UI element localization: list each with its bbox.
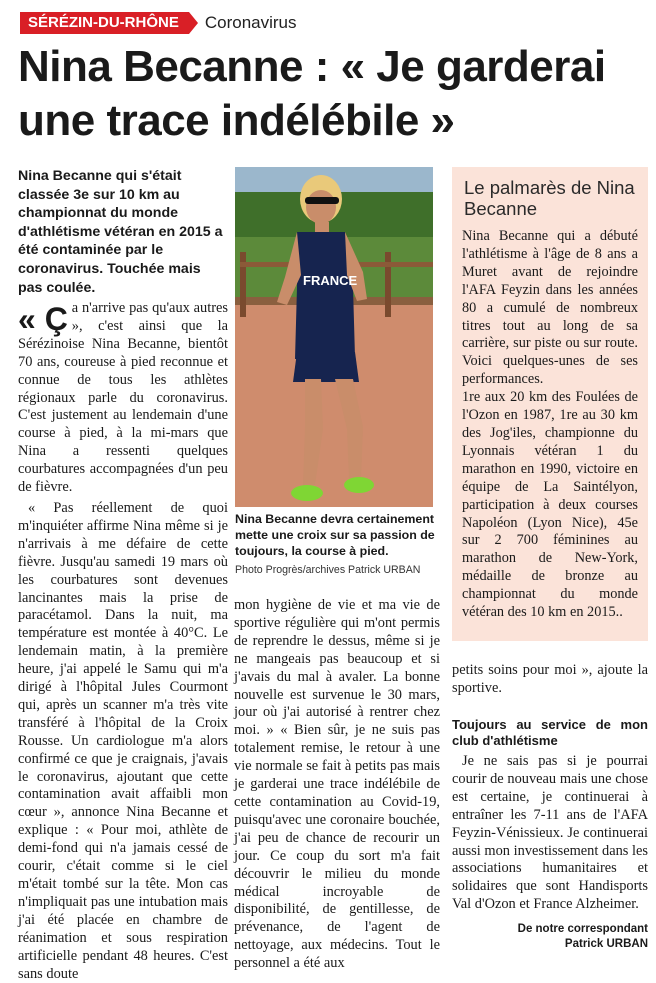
rubric-label: Coronavirus	[204, 13, 297, 32]
photo-caption: Nina Becanne devra certainement mette une croix sur sa passion de toujours, la course à pied.	[235, 512, 435, 558]
signature-line-1: De notre correspondant	[517, 923, 648, 936]
body-paragraph-4: petits soins pour moi », ajoute la sportive.	[452, 662, 648, 696]
runner-photo-illustration	[235, 167, 433, 507]
body-paragraph-5: Je ne sais pas si je pourrai courir de nouveau mais une chose est certaine, je continuerai à entraîner les 7-11 ans de l'AFA Feyzin-Vénissieux. Je continuerai aussi mon investissement dans les associations humanitaires et solidaires que sont Handisports Val d'Ozon et France Alzheimer.	[452, 753, 648, 913]
sidebar-box	[452, 167, 648, 641]
photo-caption-block	[235, 512, 439, 577]
body-paragraph-3: mon hygiène de vie et ma vie de sportive régulière qui m'ont permis de reprendre le dessus, même si je ne mangeais pas beaucoup et si j'avais du mal à avaler. La bonne nouvelle est survenue le 30 mars, jour où j'ai autorisé à rentrer chez moi. » « Bien sûr, je ne suis pas totalement remise, le retour à une vie normale se fait à petits pas mais je garderai une trace indélébile de cette contamination au Covid-19, puisqu'avec une coronaire bouchée, j'ai peu de chance de recourir un jour. Ce coup du sort m'a fait découvrir le milieu du monde médical incroyable de disponibilité, de gentillesse, de prévenance, de l'agent de nettoyage, aux médecins. Tout le personnel a été aux	[234, 597, 440, 972]
article-headline: Nina Becanne : « Je garderai une trace indélébile »	[18, 42, 606, 145]
article-column-2	[234, 597, 440, 972]
article-photo	[235, 167, 433, 507]
article-subhead: Toujours au service de mon club d'athlétisme	[452, 717, 648, 748]
body-text-1: a n'arrive pas qu'aux autres », c'est ainsi que la Sérézinoise Nina Becanne, bientôt 70 ans, coureuse à pied reconnue et connue de tous les athlètes régionaux parle du coronavirus. C'est justement au lendemain d'une course à pied, à la mi-mars que Nina a ressenti quelques courbatures accompagnées d'un peu de fièvre.	[18, 300, 228, 496]
section-kicker	[20, 12, 297, 34]
drop-cap: « Ç	[18, 301, 68, 337]
body-paragraph-1	[18, 300, 228, 497]
shirt-text: FRANCE	[303, 273, 358, 288]
kicker-arrow-icon	[189, 12, 198, 34]
sidebar-title: Le palmarès de Nina Becanne	[464, 177, 635, 219]
location-label: SÉRÉZIN-DU-RHÔNE	[20, 12, 189, 34]
signature	[452, 922, 648, 952]
sidebar-paragraph-2: 1re aux 20 km des Foulées de l'Ozon en 1987, 1re au 30 km des Jog'iles, championne du Lyonnais vétéran 1 du marathon en 1990, victoire en équipe de La Saintélyon, participation à deux courses Napoléon (Lyon Nice), 45e sur 2 700 féminines au marathon de New-York, médaille de bronze au championnat du monde vétéran des 10 km en 2015..	[462, 389, 638, 621]
article-column-1	[18, 300, 228, 982]
article-lead: Nina Becanne qui s'était classée 3e sur 10 km au championnat du monde d'athlétisme vétéran en 2015 a été contaminée par le coronavirus. Touchée mais pas coulée.	[18, 168, 223, 296]
photo-credit: Photo Progrès/archives Patrick URBAN	[235, 564, 421, 577]
signature-line-2: Patrick URBAN	[564, 938, 648, 951]
article-column-3	[452, 662, 648, 951]
sidebar-paragraph-1: Nina Becanne qui a débuté l'athlétisme à l'âge de 8 ans a Muret avant de rejoindre l'AFA Feyzin dans les années 80 a cumulé de nombreux titres tout au long de sa carrière, sur piste ou sur route. Voici quelques-unes de ses performances.	[462, 228, 638, 388]
body-paragraph-2: « Pas réellement de quoi m'inquiéter affirme Nina même si je n'arrivais à me défaire de cette fièvre. Jusqu'au samedi 19 mars où les courbatures sont devenues lancinantes mais la prise de paracétamol. Dans la nuit, ma température est montée à 40°C. Le lendemain matin, à la première heure, j'ai appelé le Samu qui m'a dirigé à l'hôpital Jules Courmont qui, après un scanner m'a très vite transféré à l'hôpital de la Croix Rousse. Un cardiologue m'a alors confirmé ce que je craignais, j'avais le coronavirus, ajoutant que cette contamination avait affaibli mon cœur », annonce Nina Becanne et explique : « Pour moi, athlète de demi-fond qui n'a jamais cessé de courir, c'était comme si le ciel m'était tombé sur la tête. Mon cas n'impliquait pas une intubation mais j'ai été placée en chambre de réanimation et sous respiration artificielle pendant 48 heures. C'est sans doute	[18, 499, 228, 982]
